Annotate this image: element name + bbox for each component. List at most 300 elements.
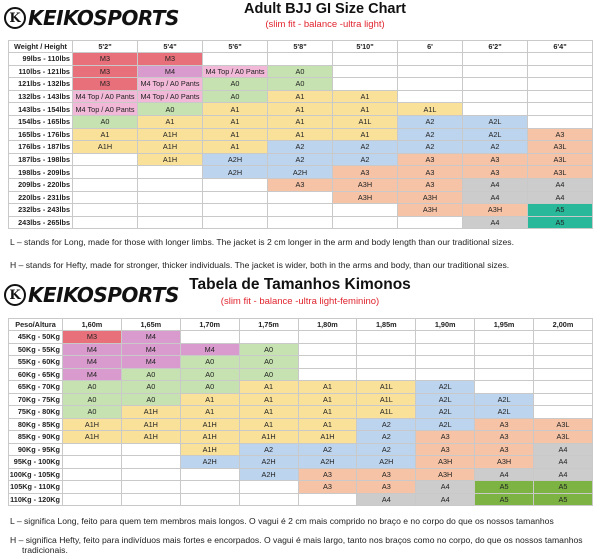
size-cell <box>528 53 593 66</box>
size-cell: A1H <box>138 141 203 154</box>
size-cell: A1H <box>121 418 180 431</box>
size-cell: A0 <box>268 65 333 78</box>
size-cell <box>463 90 528 103</box>
size-cell <box>475 331 534 344</box>
size-cell: A4 <box>534 456 593 469</box>
size-cell: A1H <box>138 153 203 166</box>
size-cell <box>475 368 534 381</box>
size-cell: A0 <box>180 368 239 381</box>
size-cell <box>333 204 398 217</box>
size-cell <box>73 178 138 191</box>
size-cell: A1H <box>63 418 122 431</box>
chart-subtitle-pt: (slim fit - balance -ultra light-feminino) <box>220 296 380 307</box>
size-cell: A0 <box>180 356 239 369</box>
size-cell: A1 <box>268 115 333 128</box>
size-cell: A0 <box>121 368 180 381</box>
size-cell: A1H <box>138 128 203 141</box>
size-cell: A0 <box>239 356 298 369</box>
size-cell: A1 <box>73 128 138 141</box>
size-cell: A0 <box>138 103 203 116</box>
size-cell <box>398 90 463 103</box>
height-header: 5'2" <box>73 41 138 53</box>
size-cell: A2L <box>416 393 475 406</box>
size-cell <box>203 204 268 217</box>
size-cell <box>357 368 416 381</box>
size-cell <box>138 204 203 217</box>
size-cell: A2 <box>398 141 463 154</box>
size-cell: A1H <box>63 431 122 444</box>
weight-label: 121lbs - 132lbs <box>9 78 73 91</box>
size-cell: A0 <box>239 343 298 356</box>
table-row <box>9 204 593 217</box>
size-cell <box>463 78 528 91</box>
size-cell <box>203 191 268 204</box>
size-cell: A4 <box>463 191 528 204</box>
size-cell: A5 <box>528 216 593 229</box>
size-cell: A3 <box>333 166 398 179</box>
size-cell <box>528 90 593 103</box>
size-cell <box>333 65 398 78</box>
size-cell: A1 <box>180 406 239 419</box>
size-cell: M4 Top / A0 Pants <box>73 103 138 116</box>
size-cell: A3 <box>298 468 357 481</box>
size-cell: A2L <box>416 381 475 394</box>
weight-label: 209lbs - 220lbs <box>9 178 73 191</box>
weight-label: 132lbs - 143lbs <box>9 90 73 103</box>
size-cell: A1 <box>298 393 357 406</box>
weight-label: 80Kg - 85Kg <box>9 418 63 431</box>
size-cell: A3L <box>534 418 593 431</box>
weight-label: 60Kg - 65Kg <box>9 368 63 381</box>
size-cell <box>268 216 333 229</box>
size-cell: M4 Top / A0 Pants <box>73 90 138 103</box>
size-cell <box>463 103 528 116</box>
size-cell <box>138 216 203 229</box>
size-cell <box>534 393 593 406</box>
size-cell: M4 <box>63 368 122 381</box>
size-cell: A3H <box>416 456 475 469</box>
size-cell: A5 <box>534 493 593 506</box>
size-cell: M3 <box>138 53 203 66</box>
size-cell: A2 <box>333 141 398 154</box>
size-cell: A4 <box>534 443 593 456</box>
size-cell <box>73 216 138 229</box>
size-cell: A1 <box>298 406 357 419</box>
size-cell <box>73 166 138 179</box>
table-row <box>9 431 593 444</box>
size-cell: A1 <box>333 103 398 116</box>
weight-label: 90Kg - 95Kg <box>9 443 63 456</box>
table-row <box>9 381 593 394</box>
size-cell: M4 <box>121 356 180 369</box>
size-cell: A3 <box>398 178 463 191</box>
size-cell: A2 <box>357 418 416 431</box>
size-cell: A4 <box>416 481 475 494</box>
size-cell <box>180 493 239 506</box>
size-cell: M4 Top / A0 Pants <box>138 90 203 103</box>
size-cell <box>475 381 534 394</box>
size-cell <box>138 166 203 179</box>
size-cell: A1L <box>398 103 463 116</box>
size-cell: A5 <box>534 481 593 494</box>
table-row <box>9 141 593 154</box>
size-cell <box>239 481 298 494</box>
size-cell: A0 <box>121 393 180 406</box>
size-cell: A2 <box>333 153 398 166</box>
table-row <box>9 481 593 494</box>
size-cell <box>239 493 298 506</box>
size-cell: A2 <box>398 115 463 128</box>
height-header: 1,80m <box>298 319 357 331</box>
size-cell <box>138 191 203 204</box>
table-row <box>9 406 593 419</box>
note-hefty-pt: H – significa Hefty, feito para indivíduos mais fortes e encorpados. O vagui é mais largo, tanto nos braços como no corpo, do que os nossos tamanhos tradicionais. <box>10 535 583 555</box>
size-cell: A2L <box>463 128 528 141</box>
size-cell: A0 <box>63 381 122 394</box>
size-cell: A5 <box>528 204 593 217</box>
weight-label: 99lbs - 110lbs <box>9 53 73 66</box>
size-cell: A2L <box>416 418 475 431</box>
logo-text: KEIKOSPORTS <box>28 6 179 30</box>
size-cell: A1 <box>298 418 357 431</box>
size-cell <box>121 468 180 481</box>
size-cell <box>298 368 357 381</box>
height-header: 1,70m <box>180 319 239 331</box>
size-cell: A3L <box>528 166 593 179</box>
size-cell <box>398 53 463 66</box>
height-header: 1,60m <box>63 319 122 331</box>
table-row <box>9 90 593 103</box>
weight-label: 65Kg - 70Kg <box>9 381 63 394</box>
weight-label: 154lbs - 165lbs <box>9 115 73 128</box>
weight-label: 110Kg - 120Kg <box>9 493 63 506</box>
size-cell: A1L <box>333 115 398 128</box>
size-cell: A2 <box>463 141 528 154</box>
table-row <box>9 356 593 369</box>
logo-emblem-icon: K <box>4 7 26 29</box>
size-cell <box>475 343 534 356</box>
size-cell <box>333 53 398 66</box>
weight-label: 75Kg - 80Kg <box>9 406 63 419</box>
size-cell <box>357 343 416 356</box>
size-cell: A4 <box>528 178 593 191</box>
size-cell: A3H <box>333 191 398 204</box>
size-cell <box>180 481 239 494</box>
size-cell: M4 Top / A0 Pants <box>203 65 268 78</box>
weight-label: 220lbs - 231lbs <box>9 191 73 204</box>
size-cell <box>528 78 593 91</box>
size-cell: A2L <box>463 115 528 128</box>
size-cell: A1 <box>180 393 239 406</box>
size-cell: A0 <box>121 381 180 394</box>
size-cell: A0 <box>63 406 122 419</box>
size-cell: A1H <box>180 418 239 431</box>
size-cell: A4 <box>416 493 475 506</box>
size-cell: A1H <box>180 431 239 444</box>
size-cell: A2H <box>268 166 333 179</box>
height-header: 2,00m <box>534 319 593 331</box>
table-row <box>9 166 593 179</box>
size-cell: A3 <box>475 443 534 456</box>
size-cell <box>357 331 416 344</box>
table-row <box>9 493 593 506</box>
size-cell <box>73 204 138 217</box>
size-cell: A2H <box>239 468 298 481</box>
height-header: 1,75m <box>239 319 298 331</box>
size-cell: A2H <box>203 166 268 179</box>
table-row <box>9 178 593 191</box>
weight-label: 100Kg - 105Kg <box>9 468 63 481</box>
size-cell: A0 <box>203 90 268 103</box>
size-cell: A3 <box>357 468 416 481</box>
table-row <box>9 103 593 116</box>
size-cell: A2 <box>398 128 463 141</box>
table-row <box>9 368 593 381</box>
size-cell: A1 <box>333 90 398 103</box>
size-cell: A3 <box>463 153 528 166</box>
size-cell <box>398 78 463 91</box>
size-cell: A3 <box>416 443 475 456</box>
weight-label: 105Kg - 110Kg <box>9 481 63 494</box>
size-cell <box>203 53 268 66</box>
size-cell <box>416 356 475 369</box>
size-cell <box>298 331 357 344</box>
size-cell: A2H <box>203 153 268 166</box>
chart-subtitle: (slim fit - balance -ultra light) <box>265 19 385 30</box>
height-header: 5'4" <box>138 41 203 53</box>
weight-label: 50Kg - 55Kg <box>9 343 63 356</box>
size-cell: A0 <box>268 78 333 91</box>
size-cell <box>333 216 398 229</box>
size-cell <box>534 381 593 394</box>
table-row <box>9 393 593 406</box>
size-cell <box>73 153 138 166</box>
size-cell <box>180 468 239 481</box>
table-row <box>9 216 593 229</box>
weight-label: 143lbs - 154lbs <box>9 103 73 116</box>
size-cell: A1 <box>138 115 203 128</box>
table-row <box>9 115 593 128</box>
size-cell <box>534 368 593 381</box>
size-cell: A2H <box>180 456 239 469</box>
size-cell: A1 <box>203 141 268 154</box>
weight-label: 198lbs - 209lbs <box>9 166 73 179</box>
table-row <box>9 53 593 66</box>
size-cell <box>298 493 357 506</box>
weight-label: 187lbs - 198lbs <box>9 153 73 166</box>
size-cell: A3 <box>416 431 475 444</box>
weight-label: 85Kg - 90Kg <box>9 431 63 444</box>
size-cell: A1H <box>298 431 357 444</box>
size-cell: A2 <box>298 443 357 456</box>
height-header: 6' <box>398 41 463 53</box>
size-cell: A3H <box>333 178 398 191</box>
size-cell: M3 <box>73 78 138 91</box>
size-cell <box>203 178 268 191</box>
size-cell: A0 <box>239 368 298 381</box>
size-cell <box>268 53 333 66</box>
size-cell: A1L <box>357 406 416 419</box>
size-cell <box>239 331 298 344</box>
weight-label: 45Kg - 50Kg <box>9 331 63 344</box>
size-cell: A5 <box>475 481 534 494</box>
size-chart-table-pt <box>8 318 593 506</box>
size-cell: A4 <box>463 216 528 229</box>
size-cell <box>268 204 333 217</box>
size-cell <box>73 191 138 204</box>
size-cell: M4 <box>121 343 180 356</box>
size-cell <box>333 78 398 91</box>
size-cell <box>63 468 122 481</box>
size-cell: A3 <box>475 418 534 431</box>
size-cell: A5 <box>475 493 534 506</box>
table-row <box>9 331 593 344</box>
size-cell: A1 <box>203 128 268 141</box>
size-cell: A3H <box>398 204 463 217</box>
size-cell: A4 <box>528 191 593 204</box>
size-cell: A3 <box>357 481 416 494</box>
size-cell: A0 <box>63 393 122 406</box>
table-row <box>9 343 593 356</box>
size-cell: M4 <box>63 356 122 369</box>
size-cell: A2 <box>357 443 416 456</box>
weight-label: 110lbs - 121lbs <box>9 65 73 78</box>
size-cell: A1 <box>203 115 268 128</box>
size-cell: A4 <box>534 468 593 481</box>
weight-label: 176lbs - 187lbs <box>9 141 73 154</box>
size-cell <box>357 356 416 369</box>
size-cell <box>63 481 122 494</box>
height-header: 1,90m <box>416 319 475 331</box>
size-cell: A3H <box>416 468 475 481</box>
size-cell: A3H <box>463 204 528 217</box>
size-cell <box>534 356 593 369</box>
size-cell: M3 <box>63 331 122 344</box>
size-cell: A2H <box>239 456 298 469</box>
corner-header: Peso/Altura <box>9 319 63 331</box>
size-cell: A1 <box>239 418 298 431</box>
size-cell: A4 <box>463 178 528 191</box>
size-cell <box>138 178 203 191</box>
size-cell: M4 <box>63 343 122 356</box>
size-cell: A1 <box>203 103 268 116</box>
size-cell: A3H <box>398 191 463 204</box>
size-chart-table-en <box>8 40 593 229</box>
size-cell: A1H <box>121 431 180 444</box>
table-row <box>9 418 593 431</box>
height-header: 1,65m <box>121 319 180 331</box>
size-cell <box>203 216 268 229</box>
weight-label: 70Kg - 75Kg <box>9 393 63 406</box>
size-cell <box>298 356 357 369</box>
size-cell: A1 <box>268 103 333 116</box>
size-cell <box>528 115 593 128</box>
logo-keikosports <box>4 6 179 30</box>
size-cell: A3 <box>475 431 534 444</box>
size-cell: A3 <box>268 178 333 191</box>
table-row <box>9 65 593 78</box>
size-cell: A2 <box>268 153 333 166</box>
size-cell: A1 <box>239 406 298 419</box>
table-row <box>9 128 593 141</box>
size-cell: M3 <box>73 53 138 66</box>
chart-title-pt: Tabela de Tamanhos Kimonos <box>189 276 411 293</box>
size-cell: A2 <box>357 431 416 444</box>
table-row <box>9 153 593 166</box>
size-cell: A1H <box>180 443 239 456</box>
weight-label: 55Kg - 60Kg <box>9 356 63 369</box>
size-cell <box>268 191 333 204</box>
size-cell: A2H <box>298 456 357 469</box>
size-cell <box>534 331 593 344</box>
size-cell: A3 <box>298 481 357 494</box>
table-row <box>9 468 593 481</box>
size-cell <box>121 443 180 456</box>
size-cell: A4 <box>475 468 534 481</box>
size-cell: A1H <box>73 141 138 154</box>
size-cell: A1L <box>357 393 416 406</box>
size-cell: M4 <box>180 343 239 356</box>
size-cell: A2L <box>475 393 534 406</box>
size-cell: A1 <box>239 381 298 394</box>
size-cell <box>121 493 180 506</box>
size-cell <box>528 65 593 78</box>
size-cell: A0 <box>203 78 268 91</box>
size-cell: A1H <box>239 431 298 444</box>
size-cell: A2L <box>416 406 475 419</box>
size-cell: A3 <box>463 166 528 179</box>
size-cell: A2 <box>239 443 298 456</box>
size-cell <box>463 65 528 78</box>
size-cell: A3L <box>528 153 593 166</box>
size-cell <box>63 493 122 506</box>
size-cell: M3 <box>73 65 138 78</box>
height-header: 6'4" <box>528 41 593 53</box>
logo-text: KEIKOSPORTS <box>28 283 179 307</box>
note-long: L – stands for Long, made for those with longer limbs. The jacket is 2 cm longer in the arm and body length than our traditional sizes. <box>10 237 514 247</box>
size-cell <box>534 343 593 356</box>
size-cell: A4 <box>357 493 416 506</box>
size-cell: A2H <box>357 456 416 469</box>
weight-label: 243lbs - 265lbs <box>9 216 73 229</box>
size-cell: A0 <box>73 115 138 128</box>
logo-emblem-icon: K <box>4 284 26 306</box>
size-cell <box>463 53 528 66</box>
size-cell: A2 <box>268 141 333 154</box>
size-cell: A1L <box>357 381 416 394</box>
size-cell: A3 <box>398 166 463 179</box>
size-cell <box>534 406 593 419</box>
height-header: 6'2" <box>463 41 528 53</box>
corner-header: Weight / Height <box>9 41 73 53</box>
weight-label: 95Kg - 100Kg <box>9 456 63 469</box>
size-cell: A0 <box>180 381 239 394</box>
table-row <box>9 191 593 204</box>
size-cell <box>528 103 593 116</box>
size-cell: A3H <box>475 456 534 469</box>
size-cell: A3L <box>528 141 593 154</box>
size-cell: M4 <box>121 331 180 344</box>
height-header: 1,85m <box>357 319 416 331</box>
note-long-pt: L – significa Long, feito para quem tem membros mais longos. O vagui é 2 cm mais comprido no braço e no corpo do que os nossos tamanhos <box>10 516 554 526</box>
size-cell <box>416 331 475 344</box>
table-row <box>9 78 593 91</box>
size-cell <box>121 456 180 469</box>
size-cell: M4 <box>138 65 203 78</box>
table-row <box>9 456 593 469</box>
size-cell: A1 <box>268 128 333 141</box>
height-header: 5'10" <box>333 41 398 53</box>
